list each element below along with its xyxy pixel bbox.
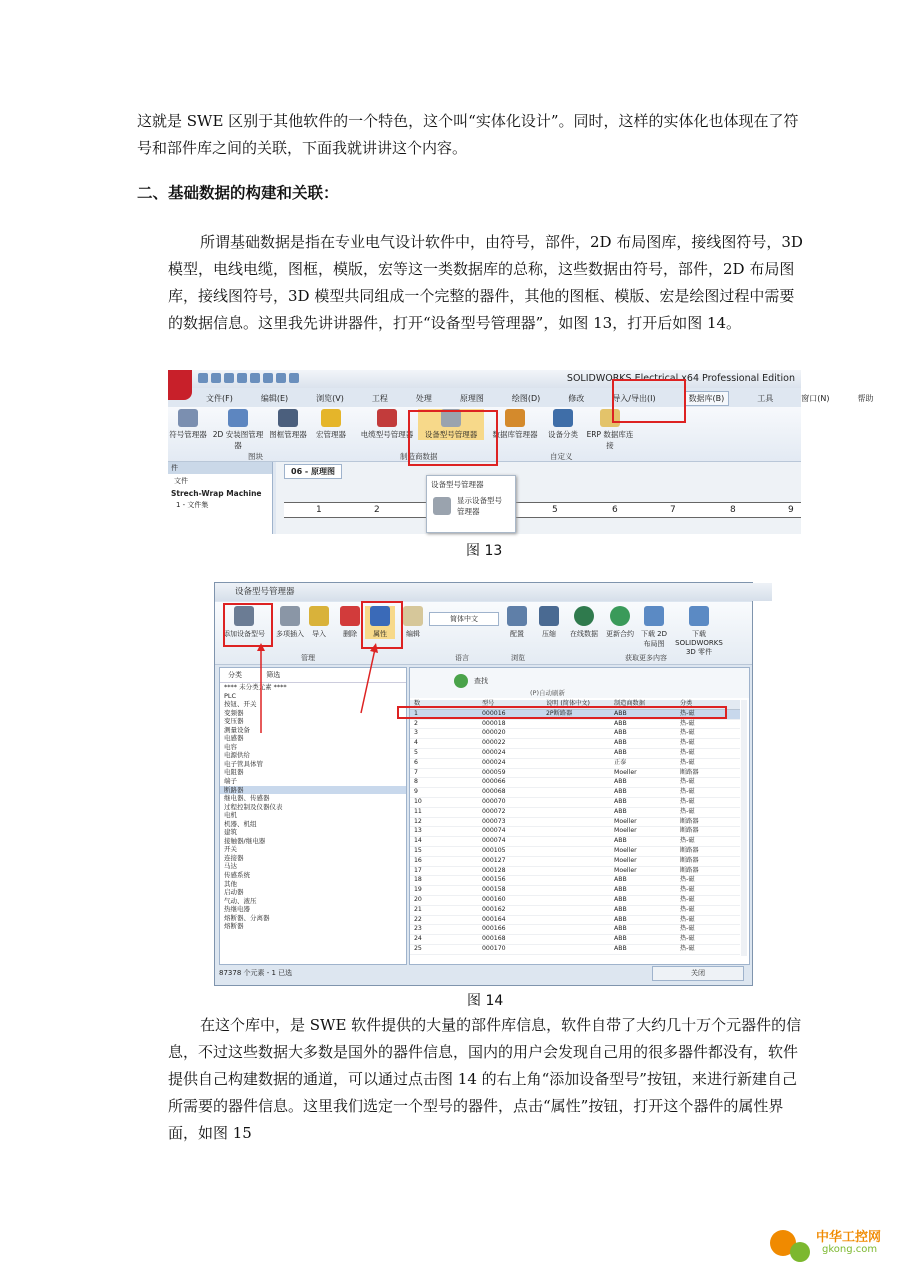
table-cell: ABB <box>614 719 627 727</box>
cable-icon <box>377 409 397 427</box>
group-label-blocks: 图块 <box>248 452 263 461</box>
search-button[interactable]: 查找 <box>474 677 488 685</box>
group-label-manufacturer: 制造商数据 <box>400 452 438 461</box>
figure-14-caption: 图 14 <box>467 993 504 1009</box>
table-cell: 11 <box>414 807 422 815</box>
table-cell: 000162 <box>482 905 506 913</box>
tree-item[interactable]: 熔断器 <box>224 922 244 931</box>
table-cell: Moeller <box>614 866 637 874</box>
multi-insert-button[interactable]: 多项插入 <box>271 606 309 639</box>
table-cell: 断路器 <box>680 817 699 825</box>
panel-header: 件 <box>168 462 272 474</box>
tooltip: 设备型号管理器 显示设备型号管理器 <box>426 475 516 533</box>
gear-icon <box>790 1242 810 1262</box>
table-cell: 000068 <box>482 788 506 796</box>
table-cell: 断路器 <box>680 827 699 835</box>
table-cell: 000022 <box>482 739 506 747</box>
tree-item[interactable]: 电阻器 <box>224 768 244 777</box>
erp-connection-button[interactable]: ERP 数据库连接 <box>586 409 634 451</box>
table-cell: Moeller <box>614 856 637 864</box>
table-cell: 22 <box>414 915 422 923</box>
table-cell: 000059 <box>482 768 506 776</box>
table-cell: 断路器 <box>680 768 699 776</box>
basic-data-paragraph: 所谓基础数据是指在专业电气设计软件中，由符号，部件，2D 布局图库，接线图符号，3D 模型，电线电缆，图框，模版，宏等这一类数据库的总称，这些数据由符号，部件，2D 布局图库，接线图符号，3D 模型共同组成一个完整的器件，其他的图框、模版、宏是绘图过程中需要的数据信息。这里我先讲讲器件，打开“设备型号管理器”，如图 13，打开后如图 14。 <box>168 233 803 332</box>
menu-file[interactable]: 文件(F) <box>206 393 233 403</box>
menu-edit[interactable]: 编辑(E) <box>260 393 289 403</box>
table-cell: 000168 <box>482 935 506 943</box>
table-cell: 000160 <box>482 895 506 903</box>
tree-item[interactable]: 其他 <box>224 879 237 888</box>
table-cell: 热-磁 <box>680 758 695 766</box>
section-heading: 二、基础数据的构建和关联： <box>137 184 339 202</box>
column-ruler: 1 2 5 6 7 8 9 <box>284 502 801 518</box>
table-cell: 000024 <box>482 748 506 756</box>
group-label-browse: 浏览 <box>511 654 525 662</box>
menu-help[interactable]: 帮助 <box>857 393 874 403</box>
symbol-icon <box>178 409 198 427</box>
footprint-icon <box>228 409 248 427</box>
quick-access-toolbar[interactable] <box>198 373 299 383</box>
project-name[interactable]: Strech-Wrap Machine <box>171 489 262 498</box>
table-cell: 断路器 <box>680 856 699 864</box>
table-cell: 14 <box>414 837 422 845</box>
table-cell: 16 <box>414 856 422 864</box>
table-cell: 8 <box>414 778 418 786</box>
table-cell: 热-磁 <box>680 895 695 903</box>
tree-item[interactable]: 开关 <box>224 845 237 854</box>
table-cell: 15 <box>414 846 422 854</box>
table-cell: 17 <box>414 866 422 874</box>
table-cell: 热-磁 <box>680 807 695 815</box>
table-cell: 热-磁 <box>680 837 695 845</box>
table-cell: 热-磁 <box>680 886 695 894</box>
tree-item[interactable]: 电机 <box>224 811 237 820</box>
properties-button[interactable]: 属性 <box>365 606 395 639</box>
table-cell: 热-磁 <box>680 944 695 952</box>
table-cell: 热-磁 <box>680 935 695 943</box>
table-cell: 4 <box>414 739 418 747</box>
tree-item[interactable]: 气动、液压 <box>224 896 257 905</box>
online-data-button[interactable]: 在线数据 <box>567 606 601 639</box>
table-cell: 13 <box>414 827 422 835</box>
cable-manager-button[interactable]: 电缆型号管理器 <box>358 409 416 440</box>
menu-window[interactable]: 窗口(N) <box>801 393 830 403</box>
language-select[interactable]: 简体中文 <box>429 612 499 626</box>
tree-item[interactable]: 变压器 <box>224 717 244 726</box>
table-cell: 19 <box>414 886 422 894</box>
compress-button[interactable]: 压缩 <box>537 606 561 639</box>
delete-button[interactable]: 删除 <box>339 606 361 639</box>
table-cell: 000156 <box>482 876 506 884</box>
tab-classification[interactable]: 分类 <box>228 671 242 679</box>
table-cell: 000072 <box>482 807 506 815</box>
table-cell: 7 <box>414 768 418 776</box>
table-cell: 000024 <box>482 758 506 766</box>
app-title: SOLIDWORKS Electrical x64 Professional Edition <box>566 373 795 384</box>
table-cell: 热-磁 <box>680 788 695 796</box>
table-cell: 000074 <box>482 827 506 835</box>
table-cell: ABB <box>614 925 627 933</box>
table-cell: 000066 <box>482 778 506 786</box>
table-cell: 热-磁 <box>680 905 695 913</box>
table-cell: 24 <box>414 935 422 943</box>
table-cell: 热-磁 <box>680 797 695 805</box>
table-cell: 000074 <box>482 837 506 845</box>
table-cell: 热-磁 <box>680 778 695 786</box>
table-cell: 21 <box>414 905 422 913</box>
menu-process[interactable]: 处理 <box>415 393 432 403</box>
table-cell: Moeller <box>614 768 637 776</box>
download-3d-button[interactable]: 下载 SOLIDWORKS 3D 零件 <box>671 606 727 657</box>
table-cell: 000016 <box>482 709 506 717</box>
database-manager-button[interactable]: 数据库管理器 <box>490 409 540 440</box>
auto-refresh-checkbox[interactable]: (P)自动刷新 <box>530 689 565 697</box>
table-cell: Moeller <box>614 827 637 835</box>
table-cell: ABB <box>614 709 627 717</box>
tree-item[interactable]: 电源供给 <box>224 751 250 760</box>
title-block-icon <box>278 409 298 427</box>
library-paragraph: 在这个库中，是 SWE 软件提供的大量的部件库信息，软件自带了大约几十万个元器件的信息，不过这些数据大多数是国外的器件信息，国内的用户会发现自己用的很多器件都没有，软件提供自己构建数据的通道，可以通过点击图 14 的右上角“添加设备型号”按钮，来进行新建自己所需要的器件信息。这里我们选定一个型号的器件，点击“属性”按钮，打开这个器件的属性界面，如图 15 <box>168 1016 802 1142</box>
table-cell: 2P断路器 <box>546 709 573 717</box>
tree-item[interactable]: 电感器 <box>224 734 244 743</box>
tree-item[interactable]: 热继电器 <box>224 905 250 914</box>
edit-button[interactable]: 编辑 <box>401 606 425 639</box>
table-cell: ABB <box>614 739 627 747</box>
annotation-arrows <box>215 583 752 985</box>
table-cell: ABB <box>614 788 627 796</box>
import-button[interactable]: 导入 <box>307 606 331 639</box>
table-cell: ABB <box>614 837 627 845</box>
menu-modify[interactable]: 修改 <box>568 393 585 403</box>
table-cell: 000018 <box>482 719 506 727</box>
menu-tools[interactable]: 工具 <box>757 393 774 403</box>
tree-item[interactable]: **** 未分类元素 **** <box>224 683 287 691</box>
table-cell: 2 <box>414 719 418 727</box>
table-cell: 热-磁 <box>680 739 695 747</box>
menu-schematic[interactable]: 原理图 <box>459 393 484 403</box>
table-cell: 000164 <box>482 915 506 923</box>
status-bar: 87378 个元素 - 1 已选 <box>219 969 293 977</box>
highlight-database-menu <box>612 379 686 423</box>
table-cell: 正泰 <box>614 758 627 766</box>
tree-item[interactable]: 电容 <box>224 742 237 751</box>
table-cell: 热-磁 <box>680 915 695 923</box>
table-cell: ABB <box>614 935 627 943</box>
title-bar <box>168 370 801 388</box>
figure-13-caption: 图 13 <box>466 543 503 559</box>
component-manager-button[interactable]: 设备型号管理器 <box>418 409 484 440</box>
table-cell: ABB <box>614 729 627 737</box>
table-cell: 18 <box>414 876 422 884</box>
tree-item[interactable]: 电子管具体管 <box>224 759 263 768</box>
group-label-custom: 自定义 <box>550 452 573 461</box>
tree-item[interactable]: 端子 <box>224 777 237 786</box>
tree-item[interactable]: 马达 <box>224 862 237 871</box>
table-cell: Moeller <box>614 846 637 854</box>
table-cell: ABB <box>614 905 627 913</box>
database-icon <box>505 409 525 427</box>
table-cell: 000105 <box>482 846 506 854</box>
menu-draw[interactable]: 绘图(D) <box>511 393 541 403</box>
add-component-button[interactable]: 添加设备型号 <box>223 606 265 639</box>
highlight-component-manager <box>408 410 498 466</box>
table-cell: 9 <box>414 788 418 796</box>
table-cell: 热-磁 <box>680 925 695 933</box>
table-header: 数 型号 说明 (简体中文) 制造商数据 分类 <box>410 700 740 710</box>
group-label-manage: 管理 <box>301 654 315 662</box>
tree-item[interactable]: 过程控制及仪器仪表 <box>224 802 283 811</box>
table-cell: 热-磁 <box>680 709 695 717</box>
table-cell: 3 <box>414 729 418 737</box>
book-item[interactable]: 1 - 文件集 <box>176 501 209 509</box>
table-cell: 000073 <box>482 817 506 825</box>
table-cell: ABB <box>614 944 627 952</box>
classification-button[interactable]: 设备分类 <box>542 409 584 440</box>
table-cell: 断路器 <box>680 866 699 874</box>
tree-item[interactable]: 传感系统 <box>224 871 250 880</box>
table-cell: 6 <box>414 758 418 766</box>
table-cell: 000166 <box>482 925 506 933</box>
table-cell: 热-磁 <box>680 748 695 756</box>
symbol-manager-button[interactable]: 符号管理器 <box>168 409 208 440</box>
group-label-more: 获取更多内容 <box>625 654 667 662</box>
table-cell: ABB <box>614 807 627 815</box>
tree-item[interactable]: 测量设备 <box>224 725 250 734</box>
table-cell: 000020 <box>482 729 506 737</box>
table-cell: ABB <box>614 748 627 756</box>
tree-item[interactable]: 断路器 <box>220 786 406 795</box>
tree-icon <box>553 409 573 427</box>
table-cell: ABB <box>614 876 627 884</box>
table-cell: 热-磁 <box>680 729 695 737</box>
menu-import-export[interactable]: 导入/导出(I) <box>612 393 656 403</box>
table-cell: 1 <box>414 709 418 717</box>
table-cell: 断路器 <box>680 846 699 854</box>
2d-footprint-manager-button[interactable]: 2D 安装图管理器 <box>210 409 266 451</box>
table-cell: 000070 <box>482 797 506 805</box>
table-cell: Moeller <box>614 817 637 825</box>
table-cell: 23 <box>414 925 422 933</box>
tree-item[interactable]: 熔断器、分离器 <box>224 913 270 922</box>
tree-item[interactable]: 建筑 <box>224 828 237 837</box>
window-title: 设备型号管理器 <box>215 583 772 601</box>
table-cell: 5 <box>414 748 418 756</box>
menu-project[interactable]: 工程 <box>371 393 388 403</box>
table-cell: ABB <box>614 797 627 805</box>
star-icon <box>321 409 341 427</box>
tree-item[interactable]: 按钮、开关 <box>224 700 257 709</box>
download-2d-button[interactable]: 下载 2D 布局图 <box>639 606 669 649</box>
table-cell: 10 <box>414 797 422 805</box>
close-button[interactable]: 关闭 <box>652 966 744 981</box>
table-cell: ABB <box>614 915 627 923</box>
macro-manager-button[interactable]: 宏管理器 <box>312 409 350 440</box>
tools-icon <box>433 497 451 515</box>
table-cell: 热-磁 <box>680 876 695 884</box>
tree-item[interactable]: 变频器 <box>224 708 244 717</box>
tab-filter[interactable]: 筛选 <box>266 671 281 679</box>
menu-database[interactable]: 数据库(B) <box>684 391 730 406</box>
table-cell: 20 <box>414 895 422 903</box>
panel-tab[interactable]: 文件 <box>174 477 188 485</box>
menu-bar <box>168 390 874 406</box>
menu-view[interactable]: 浏览(V) <box>316 393 344 403</box>
table-cell: 25 <box>414 944 422 952</box>
watermark-logo: 中华工控网 gkong.com <box>770 1222 900 1272</box>
group-label-language: 语言 <box>455 654 469 662</box>
table-cell: 000158 <box>482 886 506 894</box>
table-cell: ABB <box>614 886 627 894</box>
tree-item[interactable]: 连接器 <box>224 853 244 862</box>
tree-item[interactable]: 接触器/继电器 <box>224 836 266 845</box>
table-cell: ABB <box>614 895 627 903</box>
tree-item[interactable]: 继电器、传感器 <box>224 794 270 803</box>
tree-item[interactable]: 启动器 <box>224 888 244 897</box>
drawing-tab[interactable]: 06 - 原理图 <box>284 464 342 479</box>
tree-item[interactable]: PLC <box>224 691 237 700</box>
table-cell: 000170 <box>482 944 506 952</box>
document-panel <box>168 462 273 534</box>
table-cell: ABB <box>614 778 627 786</box>
update-contract-button[interactable]: 更新合约 <box>603 606 637 639</box>
table-cell: 热-磁 <box>680 719 695 727</box>
intro-paragraph: 这就是 SWE 区别于其他软件的一个特色，这个叫“实体化设计”。同时，这样的实体化也体现在了符号和部件库之间的关联，下面我就讲讲这个内容。 <box>137 112 799 157</box>
table-cell: 000127 <box>482 856 506 864</box>
table-cell: 000128 <box>482 866 506 874</box>
configure-button[interactable]: 配置 <box>505 606 529 639</box>
tree-item[interactable]: 机器、机组 <box>224 819 257 828</box>
title-block-manager-button[interactable]: 图框管理器 <box>266 409 310 440</box>
figure-14-screenshot <box>214 582 753 986</box>
table-cell: 12 <box>414 817 422 825</box>
figure-13-screenshot <box>168 370 874 534</box>
drawing-area <box>276 462 801 534</box>
